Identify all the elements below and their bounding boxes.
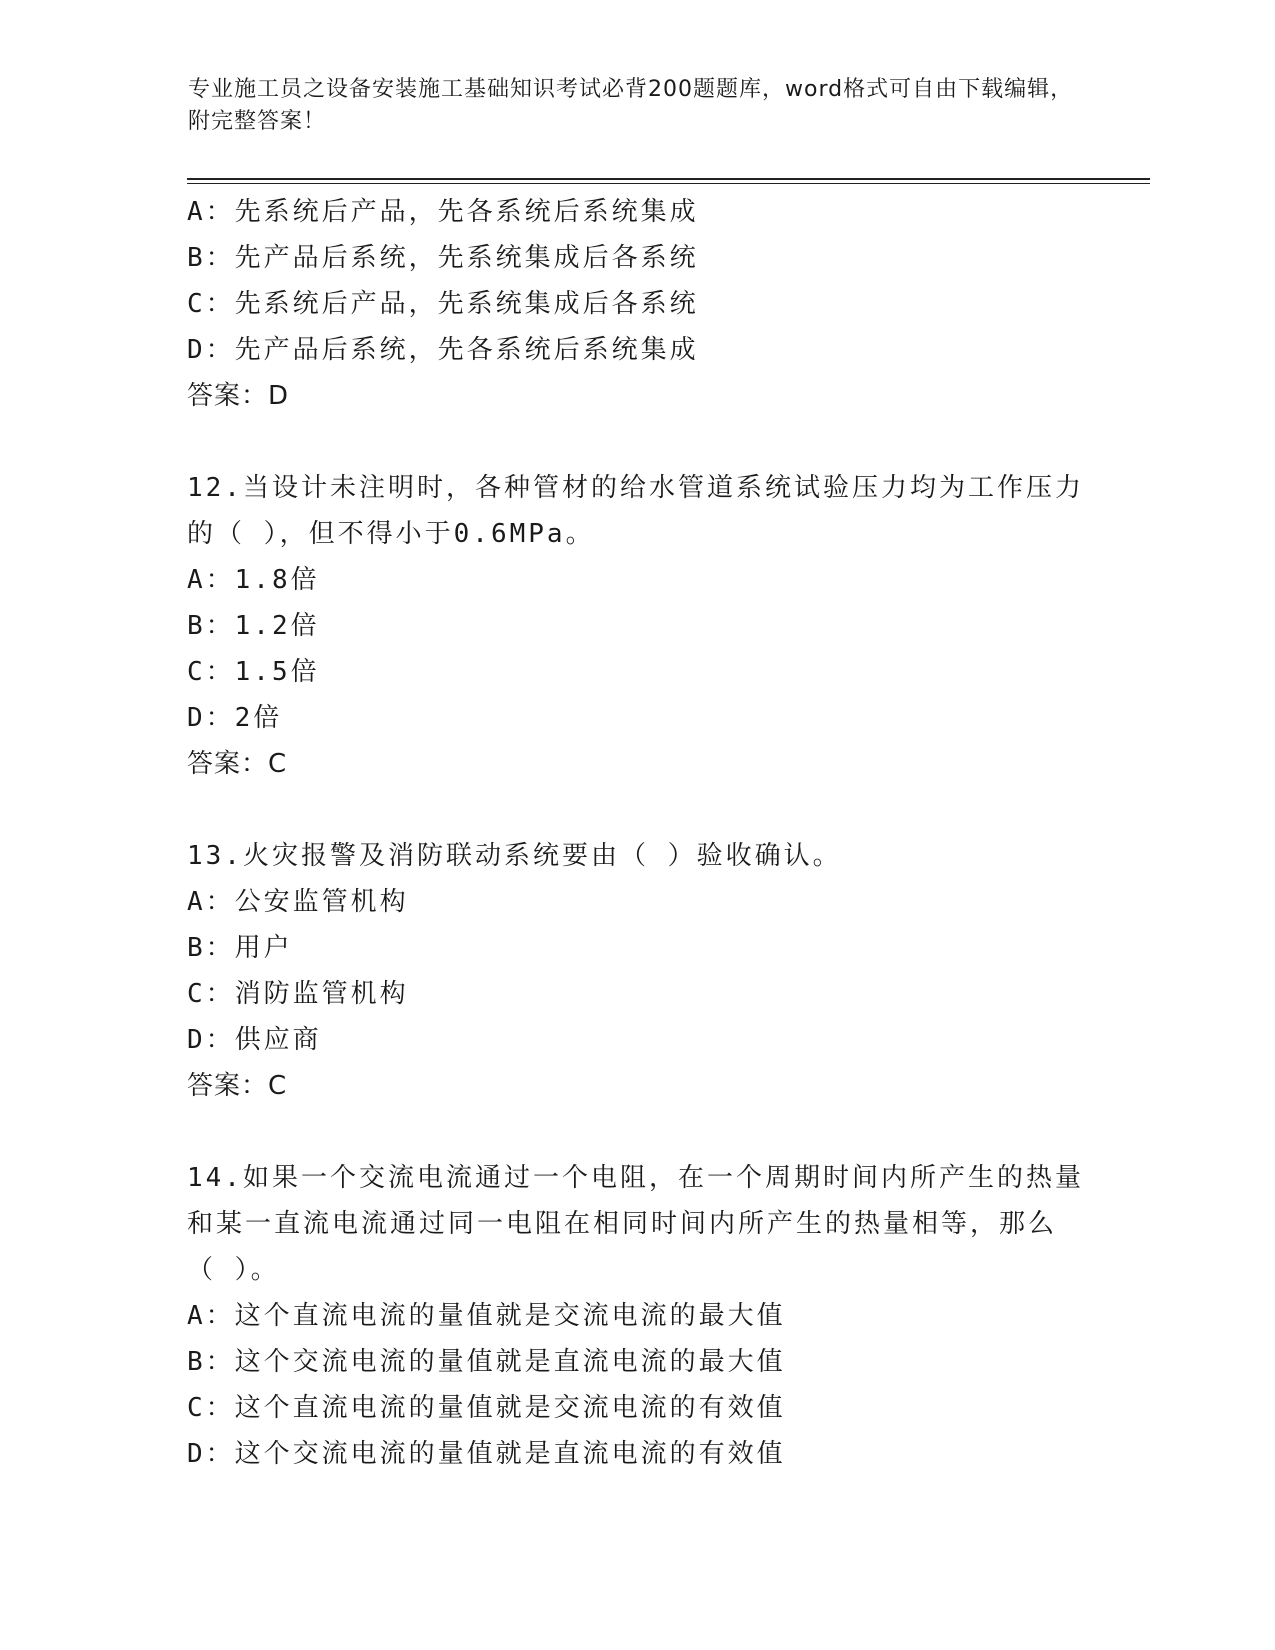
option-a: A：这个直流电流的量值就是交流电流的最大值 — [187, 1301, 786, 1331]
question-content — [187, 189, 1117, 1477]
header-rule-thick — [187, 178, 1150, 180]
option-d: D：2倍 — [187, 703, 283, 733]
option-d: D：这个交流电流的量值就是直流电流的有效值 — [187, 1439, 786, 1469]
question-text-line-2: 和某一直流电流通过同一电阻在相同时间内所产生的热量相等，那么 — [187, 1209, 1058, 1239]
question-block-11 — [187, 189, 1117, 419]
spacer — [187, 1109, 1117, 1155]
question-text: 13.火灾报警及消防联动系统要由（ ）验收确认。 — [187, 841, 842, 871]
option-b: B：先产品后系统，先系统集成后各系统 — [187, 243, 699, 273]
option-a: A：先系统后产品，先各系统后系统集成 — [187, 197, 699, 227]
document-header: 专业施工员之设备安装施工基础知识考试必背200题题库，word格式可自由下载编辑，附完整答案！ — [188, 77, 1074, 134]
option-a: A：公安监管机构 — [187, 887, 409, 917]
option-b: B：用户 — [187, 933, 293, 963]
question-text-line-1: 14.如果一个交流电流通过一个电阻，在一个周期时间内所产生的热量 — [187, 1163, 1084, 1193]
answer-label: 答案：C — [187, 1071, 288, 1101]
option-d: D：供应商 — [187, 1025, 322, 1055]
option-c: C：这个直流电流的量值就是交流电流的有效值 — [187, 1393, 786, 1423]
question-text-line-3: （ ）。 — [187, 1255, 280, 1285]
spacer — [187, 787, 1117, 833]
question-block-13 — [187, 833, 1117, 1109]
option-c: C：消防监管机构 — [187, 979, 409, 1009]
option-d: D：先产品后系统，先各系统后系统集成 — [187, 335, 699, 365]
option-c: C：先系统后产品，先系统集成后各系统 — [187, 289, 699, 319]
question-block-12 — [187, 465, 1117, 787]
option-c: C：1.5倍 — [187, 657, 320, 687]
question-text-line-2: 的（ ），但不得小于0.6MPa。 — [187, 519, 595, 549]
option-a: A：1.8倍 — [187, 565, 320, 595]
question-block-14 — [187, 1155, 1117, 1477]
option-b: B：这个交流电流的量值就是直流电流的最大值 — [187, 1347, 786, 1377]
option-b: B：1.2倍 — [187, 611, 320, 641]
question-text-line-1: 12.当设计未注明时，各种管材的给水管道系统试验压力均为工作压力 — [187, 473, 1084, 503]
answer-label: 答案：D — [187, 381, 290, 411]
answer-label: 答案：C — [187, 749, 288, 779]
spacer — [187, 419, 1117, 465]
header-rule-thin — [187, 183, 1150, 184]
